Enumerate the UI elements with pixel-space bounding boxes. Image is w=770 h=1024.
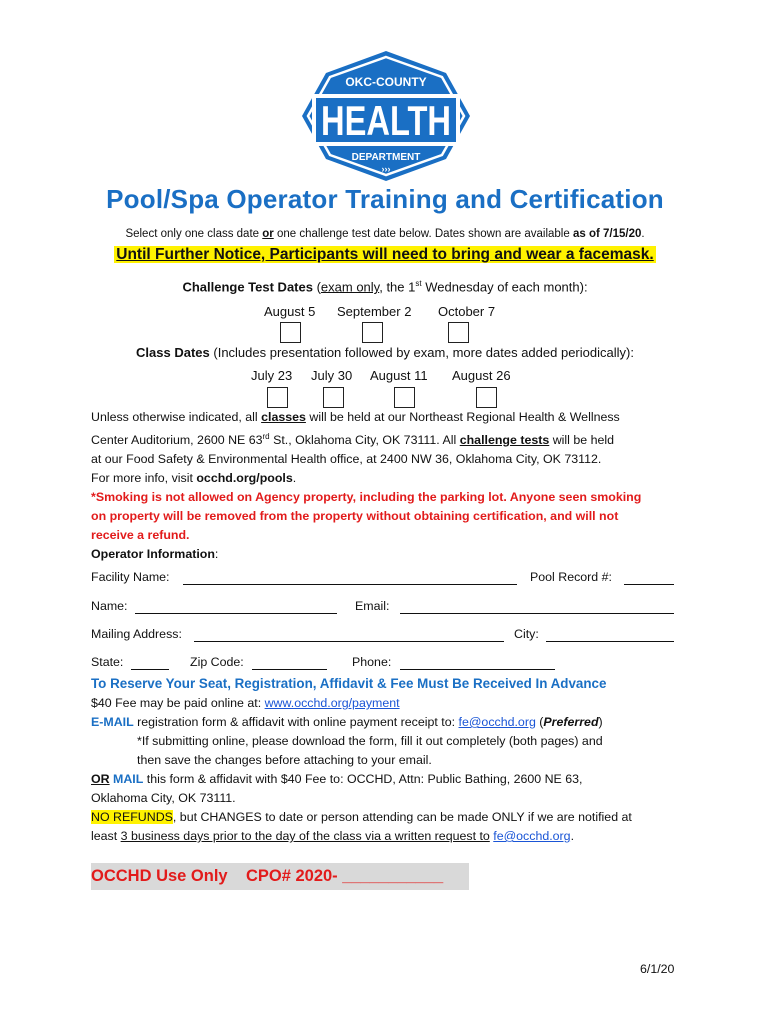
email-field[interactable] bbox=[400, 613, 674, 614]
email-label: Email: bbox=[355, 599, 390, 613]
smoking-notice-line-2: on property will be removed from the property without obtaining certification, and will not bbox=[91, 509, 619, 524]
mailing-address-field[interactable] bbox=[194, 641, 504, 642]
request-email-link[interactable]: fe@occhd.org bbox=[493, 829, 571, 843]
checkbox-class-august-11[interactable] bbox=[394, 387, 415, 408]
checkbox-challenge-august-5[interactable] bbox=[280, 322, 301, 343]
facility-name-field[interactable] bbox=[183, 584, 517, 585]
submit-note-line-2: then save the changes before attaching to your email. bbox=[137, 753, 432, 767]
pool-record-field[interactable] bbox=[624, 584, 674, 585]
phone-field[interactable] bbox=[400, 669, 555, 670]
occhd-use-only-box: OCCHD Use Only CPO# 2020- ___________ bbox=[91, 863, 469, 890]
class-date-august-26: August 26 bbox=[452, 368, 511, 383]
class-dates-heading: Class Dates (Includes presentation followed by exam, more dates added periodically): bbox=[136, 345, 634, 360]
field-row-name bbox=[91, 599, 681, 617]
checkbox-class-july-30[interactable] bbox=[323, 387, 344, 408]
class-date-july-30: July 30 bbox=[311, 368, 353, 383]
zip-field[interactable] bbox=[252, 669, 327, 670]
challenge-date-august-5: August 5 bbox=[264, 304, 316, 319]
state-field[interactable] bbox=[131, 669, 169, 670]
submit-note-line-1: *If submitting online, please download the form, fill it out completely (both pages) and bbox=[137, 734, 603, 748]
okc-county-health-logo bbox=[298, 47, 474, 185]
logo-top-text: OKC-COUNTY bbox=[345, 75, 427, 89]
smoking-notice-line-1: *Smoking is not allowed on Agency property, including the parking lot. Anyone seen smoking bbox=[91, 490, 642, 505]
city-field[interactable] bbox=[546, 641, 674, 642]
class-date-july-23: July 23 bbox=[251, 368, 293, 383]
checkbox-class-july-23[interactable] bbox=[267, 387, 288, 408]
select-instructions: Select only one class date or one challenge test date below. Dates shown are available as of 7/15/20. bbox=[125, 228, 645, 240]
state-label: State: bbox=[91, 655, 124, 669]
footer-date: 6/1/20 bbox=[640, 962, 675, 976]
operator-info-heading: Operator Information: bbox=[91, 547, 219, 562]
city-label: City: bbox=[514, 627, 539, 641]
checkbox-challenge-september-2[interactable] bbox=[362, 322, 383, 343]
no-refunds-label: NO REFUNDS bbox=[91, 810, 173, 824]
field-row-address bbox=[91, 627, 681, 645]
phone-label: Phone: bbox=[352, 655, 392, 669]
logo-main-text: HEALTH bbox=[321, 97, 451, 144]
name-label: Name: bbox=[91, 599, 128, 613]
page-title: Pool/Spa Operator Training and Certification bbox=[106, 184, 664, 214]
facility-name-label: Facility Name: bbox=[91, 570, 170, 584]
pools-link[interactable]: occhd.org/pools bbox=[196, 471, 293, 486]
challenge-date-september-2: September 2 bbox=[337, 304, 412, 319]
logo-arrows: ››› bbox=[381, 164, 391, 174]
reserve-heading: To Reserve Your Seat, Registration, Affidavit & Fee Must Be Received In Advance bbox=[91, 676, 607, 691]
field-row-facility bbox=[91, 570, 681, 588]
smoking-notice-line-3: receive a refund. bbox=[91, 528, 190, 543]
payment-instructions: $40 Fee may be paid online at: www.occhd.org/payment E-MAIL registration form & affidavit with online payment receipt to: fe@occhd.org (Preferred) *If submitting online, please download the form, fill it out completely (both pages) and then save the changes before attaching to your email. OR MAIL this form & affidavit with $40 Fee to: OCCHD, Attn: Public Bathing, 2600 NE 63, Oklahoma City, OK 73111. NO REFUNDS, but CHANGES to date or person attending can be made ONLY if we are notified at least 3 business days prior to the day of the class via a written request to fe@occhd.org. bbox=[91, 694, 691, 846]
class-date-august-11: August 11 bbox=[370, 368, 428, 383]
checkbox-class-august-26[interactable] bbox=[476, 387, 497, 408]
checkbox-challenge-october-7[interactable] bbox=[448, 322, 469, 343]
location-paragraph: Unless otherwise indicated, all classes will be held at our Northeast Regional Health & Wellness Center Auditorium, 2600 NE 63rd St., Oklahoma City, OK 73111. All challenge tests will be held at our Food Safety & Environmental Health office, at 2400 NW 36, Oklahoma City, OK 73112. For more info, visit occhd.org/pools. *Smoking is not allowed on Agency property, including the parking lot. Anyone seen smoking on property will be removed from the property without obtaining certification, and will not receive a refund. Operator Information: bbox=[91, 408, 691, 564]
email-link[interactable]: fe@occhd.org bbox=[458, 715, 536, 729]
facemask-notice: Until Further Notice, Participants will need to bring and wear a facemask. bbox=[116, 246, 654, 263]
pool-record-label: Pool Record #: bbox=[530, 570, 612, 584]
mailing-address-label: Mailing Address: bbox=[91, 627, 182, 641]
challenge-date-october-7: October 7 bbox=[438, 304, 496, 319]
logo-bottom-text: DEPARTMENT bbox=[351, 152, 421, 163]
name-field[interactable] bbox=[135, 613, 337, 614]
zip-label: Zip Code: bbox=[190, 655, 244, 669]
payment-link[interactable]: www.occhd.org/payment bbox=[264, 696, 400, 710]
field-row-state bbox=[91, 655, 681, 673]
challenge-test-heading: Challenge Test Dates (exam only, the 1st Wednesday of each month): bbox=[182, 279, 588, 295]
